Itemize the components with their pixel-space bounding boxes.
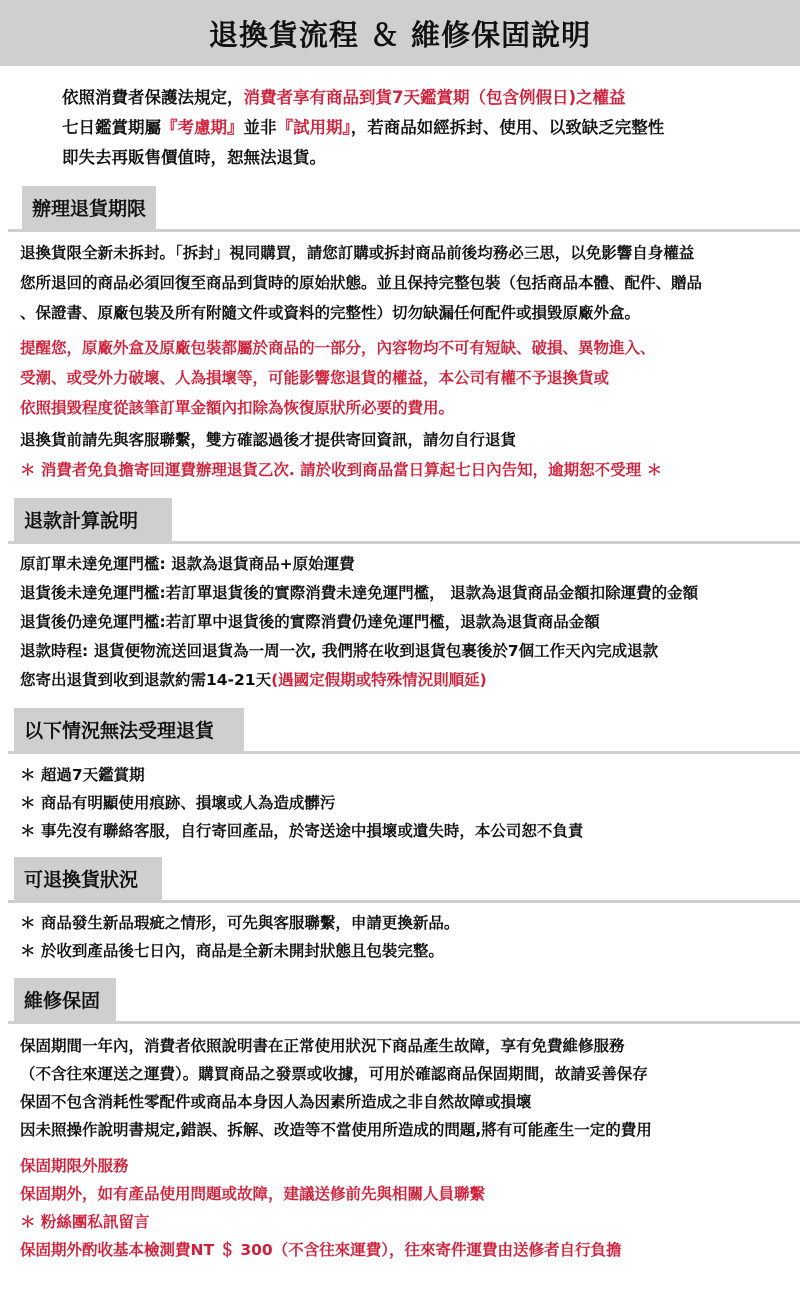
warranty-line: 保固不包含消耗性零配件或商品本身因人為因素所造成之非自然故障或損壞 — [20, 1093, 532, 1111]
warranty-external-service: 保固期外，如有產品使用問題或故障，建議送修前先與相關人員聯繫 — [20, 1185, 486, 1203]
section-title: 辦理退貨期限 — [32, 198, 147, 220]
return-deadline-line: 退換貨限全新未拆封。「拆封」視同購買，請您訂購或拆封商品前後均務必三思，以免影響自身權益 — [20, 244, 695, 262]
return-deadline-line: 退換貨前請先與客服聯繫，雙方確認過後才提供寄回資訊，請勿自行退貨 — [20, 431, 517, 449]
page-title: 退換貨流程 ＆ 維修保固說明 — [208, 17, 592, 52]
section-title: 以下情況無法受理退貨 — [24, 720, 215, 742]
return-deadline-line: 、保證書、原廠包裝及所有附隨文件或資料的完整性）切勿缺漏任何配件或損毀原廠外盒。 — [20, 304, 641, 322]
warranty-external-service: ＊ 粉絲團私訊留言 — [20, 1213, 150, 1231]
warranty-external-service: 保固期外酌收基本檢測費NT ＄ 300（不含往來運費），往來寄件運費由送修者自行負擔 — [20, 1241, 622, 1259]
warranty-line: 因未照操作說明書規定,錯誤、拆解、改造等不當使用所造成的問題,將有可能產生一定的費用 — [20, 1121, 652, 1139]
intro-text: ，若商品如經拆封、使用、以致缺乏完整性 — [350, 118, 665, 137]
section-title: 可退換貨狀況 — [24, 869, 139, 891]
refund-line: 退款時程: 退貨便物流送回退貨為一周一次, 我們將在收到退貨包裹後於7個工作天內完成退款 — [20, 642, 659, 660]
section-return-deadline-header — [22, 186, 156, 229]
no-return-item: ＊ 事先沒有聯絡客服，自行寄回產品，於寄送途中損壞或遺失時，本公司恕不負責 — [20, 822, 584, 840]
return-deadline-notice: ＊ 消費者免負擔寄回運費辦理退貨乙次. 請於收到商品當日算起七日內告知，逾期恕不受理 ＊ — [20, 461, 663, 479]
warranty-line: （不含往來運送之運費）。購買商品之發票或收據，可用於確認商品保固期間，故請妥善保存 — [20, 1065, 648, 1083]
intro-text: 並非 — [243, 118, 277, 137]
section-title: 維修保固 — [24, 990, 101, 1012]
intro-highlight: 消費者享有商品到貨7天鑑賞期（包含例假日)之權益 — [243, 88, 626, 107]
title-banner — [0, 0, 800, 66]
returnable-item: ＊ 於收到產品後七日內，商品是全新未開封狀態且包裝完整。 — [20, 942, 444, 960]
section-divider — [8, 229, 800, 232]
return-deadline-warning: 受潮、或受外力破壞、人為損壞等，可能影響您退貨的權益，本公司有權不予退換貨或 — [20, 369, 610, 387]
refund-holiday-note: (遇國定假期或特殊情況則順延) — [271, 671, 487, 689]
return-deadline-warning: 提醒您，原廠外盒及原廠包裝都屬於商品的一部分，內容物均不可有短缺、破損、異物進入、 — [20, 339, 656, 357]
intro-text: 依照消費者保護法規定， — [62, 88, 244, 107]
section-divider — [8, 1021, 800, 1024]
intro-highlight: 『考慮期』 — [161, 118, 244, 137]
refund-line: 退貨後未達免運門檻:若訂單退貨後的實際消費未達免運門檻， 退款為退貨商品金額扣除運費的金額 — [20, 584, 699, 602]
section-refund-calc-header — [14, 498, 172, 541]
no-return-item: ＊ 商品有明顯使用痕跡、損壞或人為造成髒污 — [20, 794, 336, 812]
return-deadline-warning: 依照損毀程度從該筆訂單金額內扣除為恢復原狀所必要的費用。 — [20, 399, 455, 417]
refund-line: 退貨後仍達免運門檻:若訂單中退貨後的實際消費仍達免運門檻，退款為退貨商品金額 — [20, 613, 600, 631]
intro-line-3: 即失去再販售價值時，恕無法退貨。 — [62, 148, 326, 167]
refund-line: 原訂單未達免運門檻: 退款為退貨商品+原始運費 — [20, 555, 355, 573]
section-divider — [8, 541, 800, 544]
section-returnable-header — [14, 857, 162, 900]
intro-line-2 — [62, 117, 664, 139]
warranty-external-service: 保固期限外服務 — [20, 1157, 129, 1175]
refund-duration: 您寄出退貨到收到退款約需14-21天 — [20, 671, 272, 689]
refund-line — [20, 669, 487, 691]
returnable-item: ＊ 商品發生新品瑕疵之情形，可先與客服聯繫，申請更換新品。 — [20, 914, 460, 932]
section-warranty-header — [14, 978, 116, 1021]
return-deadline-line: 您所退回的商品必須回復至商品到貨時的原始狀態。並且保持完整包裝（包括商品本體、配件、贈品 — [20, 274, 703, 292]
section-no-return-header — [14, 708, 244, 751]
no-return-item: ＊ 超過7天鑑賞期 — [20, 766, 145, 784]
intro-text: 七日鑑賞期屬 — [62, 118, 161, 137]
intro-line-1 — [62, 87, 626, 109]
intro-highlight: 『試用期』 — [276, 118, 351, 137]
section-title: 退款計算說明 — [24, 510, 139, 532]
section-divider — [8, 900, 800, 903]
warranty-line: 保固期間一年內，消費者依照說明書在正常使用狀況下商品產生故障，享有免費維修服務 — [20, 1037, 625, 1055]
section-divider — [8, 751, 800, 754]
